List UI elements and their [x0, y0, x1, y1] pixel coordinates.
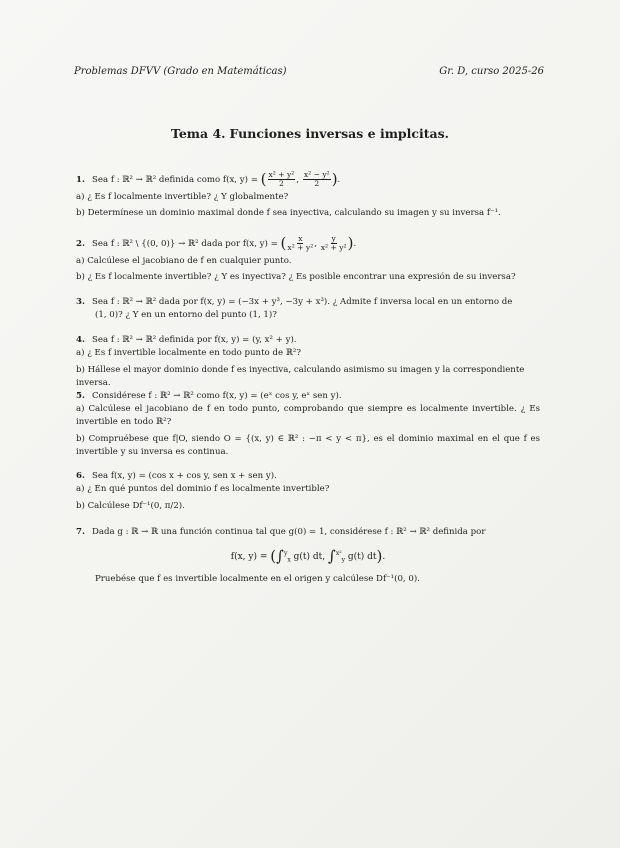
- problem-number: 1.: [76, 174, 85, 185]
- problem-1: 1. Sea f : ℝ² → ℝ² definida como f(x, y) = ( $\frac{\text{x² + y²}}{2}$ , $\frac{\text{x² − y²}}{2}$ ). a) ¿ Es f localmente invertible? ¿ Y globalmente? b) Determínese un dominio maximal donde f sea inyectiva, calculando su imagen y su inversa f⁻¹.: [76, 168, 540, 220]
- problem-4: [76, 334, 540, 390]
- problem-2-a: a) Calcúlese el jacobiano de f en cualquier punto.: [76, 255, 292, 266]
- problem-4-lead: Sea f : ℝ² → ℝ² definida por f(x, y) = (y, x² + y).: [91, 335, 297, 345]
- problem-number: 2.: [76, 238, 85, 249]
- problem-number: 6.: [76, 471, 85, 481]
- problem-number: 7.: [76, 527, 85, 537]
- problem-3-cont: (1, 0)? ¿ Y en un entorno del punto (1, 1)?: [95, 309, 277, 320]
- problem-6-a: a) ¿ En qué puntos del dominio f es localmente invertible?: [76, 483, 330, 494]
- page-header: [74, 66, 544, 77]
- problem-7-tail: Pruebése que f es invertible localmente en el origen y calcúlese Df⁻¹(0, 0).: [95, 574, 420, 585]
- problem-1-b: b) Determínese un dominio maximal donde f sea inyectiva, calculando su imagen y su inversa f⁻¹.: [76, 208, 501, 219]
- problem-5-b: b) Compruébese que f|O, siendo O = {(x, y) ∈ ℝ² : −π < y < π}, es el dominio maximal en el que f es invertible y su inversa es continua.: [76, 433, 540, 457]
- title-text: Funciones inversas e implcitas.: [229, 126, 450, 141]
- problem-5: [76, 390, 540, 458]
- title-label: Tema 4.: [170, 126, 226, 141]
- problem-7: [76, 526, 540, 586]
- problem-3-lead: Sea f : ℝ² → ℝ² dada por f(x, y) = (−3x + y³, −3y + x³). ¿ Admite f inversa local en un entorno de: [91, 297, 513, 307]
- fraction: $\frac{x}{\text{x² + y²}}$: [287, 233, 314, 252]
- problem-4-b: b) Hállese el mayor dominio donde f es inyectiva, calculando asimismo su imagen y la correspondiente inversa.: [76, 364, 525, 388]
- header-left: Problemas DFVV (Grado en Matemáticas): [74, 66, 287, 77]
- problem-6-lead: Sea f(x, y) = (cos x + cos y, sen x + sen y).: [91, 471, 277, 481]
- problem-number: 5.: [76, 391, 85, 401]
- problem-7-lead: Dada g : ℝ → ℝ una función continua tal que g(0) = 1, considérese f : ℝ² → ℝ² definida por: [91, 527, 486, 537]
- page-title: [0, 126, 620, 141]
- display-formula: f(x, y) = (∫$^y_x$ g(t) dt, ∫$^{x^2}_y$ g(t) dt).: [230, 546, 386, 565]
- problem-number: 4.: [76, 335, 85, 345]
- problem-2-b: b) ¿ Es f localmente invertible? ¿ Y es inyectiva? ¿ Es posible encontrar una expresión de su inversa?: [76, 272, 516, 283]
- header-right: Gr. D, curso 2025-26: [439, 66, 544, 77]
- problem-1-a: a) ¿ Es f localmente invertible? ¿ Y globalmente?: [76, 191, 289, 202]
- problem-2-lead: Sea f : ℝ² \ {(0, 0)} → ℝ² dada por f(x, y) =: [91, 238, 278, 249]
- problem-3: [76, 296, 540, 322]
- problem-2: 2. Sea f : ℝ² \ {(0, 0)} → ℝ² dada por f(x, y) = ( $\frac{x}{\text{x² + y²}}$ , $\frac{y}{\text{x² + y²}}$ ). a) Calcúlese el jacobiano de f en cualquier punto. b) ¿ Es f localmente invertible? ¿ Y es inyectiva? ¿ Es posible encontrar una expresión de su inversa?: [76, 232, 540, 284]
- fraction: $\frac{\text{x² − y²}}{2}$: [303, 169, 330, 188]
- problem-number: 3.: [76, 297, 85, 307]
- fraction: $\frac{\text{x² + y²}}{2}$: [268, 169, 295, 188]
- problem-6-b: b) Calcúlese Df⁻¹(0, π/2).: [76, 500, 185, 511]
- fraction: $\frac{y}{\text{x² + y²}}$: [320, 233, 347, 252]
- problem-1-lead: Sea f : ℝ² → ℝ² definida como f(x, y) =: [91, 174, 258, 185]
- problem-6: [76, 470, 540, 513]
- problem-4-a: a) ¿ Es f invertible localmente en todo punto de ℝ²?: [76, 347, 301, 358]
- problem-5-a: a) Calcúlese el jacobiano de f en todo punto, comprobando que siempre es localmente invertible. ¿ Es invertible en todo ℝ²?: [76, 403, 540, 427]
- problem-5-lead: Considérese f : ℝ² → ℝ² como f(x, y) = (eˣ cos y, eˣ sen y).: [91, 391, 342, 401]
